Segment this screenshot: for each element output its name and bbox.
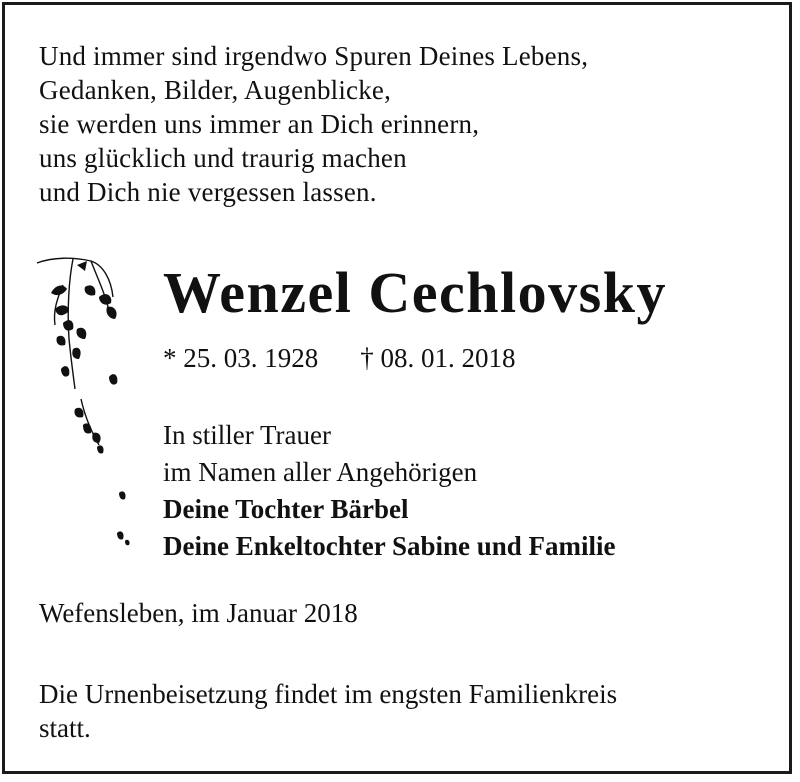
burial-line: Die Urnenbeisetzung findet im engsten Familienkreis: [39, 679, 618, 709]
poem-line: sie werden uns immer an Dich erinnern,: [39, 109, 480, 139]
birch-branch-icon: [33, 249, 143, 559]
obituary-frame: [2, 2, 792, 774]
life-dates: [163, 343, 516, 374]
mourning-line: im Namen aller Angehörigen: [163, 457, 478, 487]
mourners-block: [163, 417, 616, 565]
place-and-date: Wefensleben, im Januar 2018: [39, 598, 358, 628]
death-date: † 08. 01. 2018: [360, 343, 516, 373]
poem-line: uns glücklich und traurig machen: [39, 143, 407, 173]
burial-notice: [39, 677, 617, 745]
poem-line: Gedanken, Bilder, Augenblicke,: [39, 75, 392, 105]
deceased-name: Wenzel Cechlovsky: [163, 260, 667, 325]
poem-verse: [39, 39, 588, 209]
family-member: Deine Tochter Bärbel: [163, 494, 409, 524]
birth-date: * 25. 03. 1928: [163, 343, 319, 373]
poem-line: Und immer sind irgendwo Spuren Deines Lebens,: [39, 41, 589, 71]
burial-line: statt.: [39, 713, 91, 743]
mourning-line: In stiller Trauer: [163, 420, 331, 450]
poem-line: und Dich nie vergessen lassen.: [39, 177, 377, 207]
family-member: Deine Enkeltochter Sabine und Familie: [163, 531, 616, 561]
